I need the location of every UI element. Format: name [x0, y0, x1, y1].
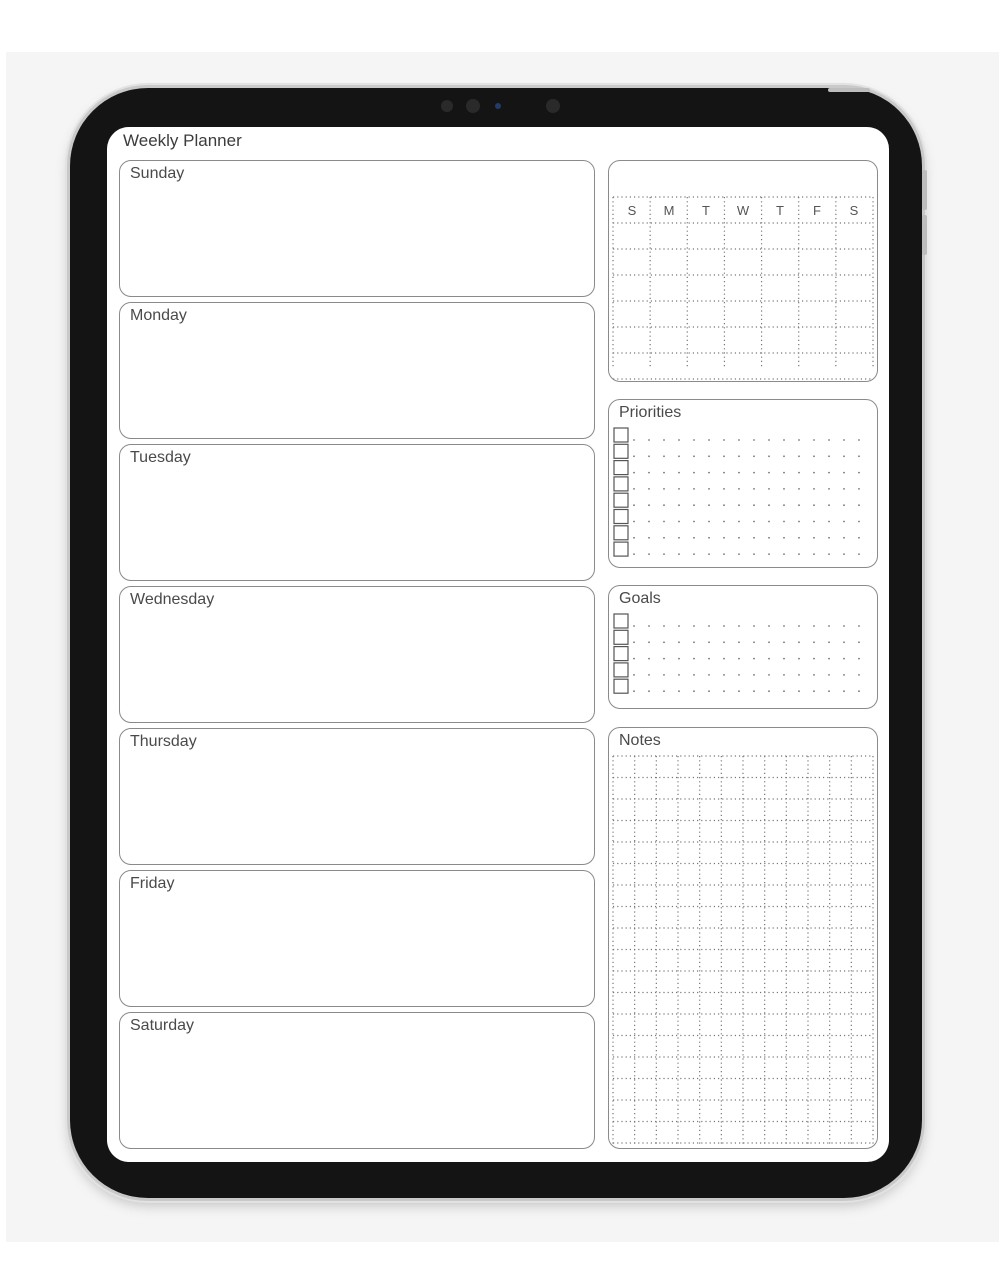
notes-label: Notes	[619, 732, 661, 749]
volume-down-button	[922, 215, 927, 255]
goals-panel[interactable]	[608, 585, 878, 709]
weekday-header: S	[627, 203, 637, 218]
page-title: Weekly Planner	[123, 131, 242, 150]
planner-screen	[107, 127, 889, 1162]
sensor-icon	[546, 99, 560, 113]
weekday-header: T	[776, 203, 784, 218]
checkbox[interactable]	[614, 510, 628, 524]
sensor-icon	[441, 100, 453, 112]
day-label: Sunday	[130, 165, 185, 182]
priorities-checklist	[609, 400, 877, 567]
power-button	[828, 88, 870, 92]
day-box-friday[interactable]	[119, 870, 595, 1007]
checkbox[interactable]	[614, 647, 628, 661]
mini-calendar[interactable]	[608, 160, 878, 382]
day-label: Friday	[130, 875, 175, 892]
day-box-wednesday[interactable]	[119, 586, 595, 723]
camera-icon	[495, 103, 501, 109]
checkbox[interactable]	[614, 663, 628, 677]
day-box-monday[interactable]	[119, 302, 595, 439]
day-box-saturday[interactable]	[119, 1012, 595, 1149]
day-label: Wednesday	[130, 591, 215, 608]
day-label: Thursday	[130, 733, 197, 750]
weekday-header: W	[736, 203, 750, 218]
weekday-header: M	[663, 203, 675, 218]
checkbox[interactable]	[614, 526, 628, 540]
weekday-header: S	[849, 203, 859, 218]
checkbox[interactable]	[614, 461, 628, 475]
day-box-sunday[interactable]	[119, 160, 595, 297]
checkbox[interactable]	[614, 428, 628, 442]
checkbox[interactable]	[614, 477, 628, 491]
volume-up-button	[922, 170, 927, 210]
weekday-header: T	[702, 203, 710, 218]
notes-dot-grid	[609, 728, 877, 1148]
goals-checklist	[609, 586, 877, 708]
goals-label: Goals	[619, 590, 661, 607]
day-box-tuesday[interactable]	[119, 444, 595, 581]
calendar-grid	[609, 161, 877, 381]
weekday-header: F	[813, 203, 821, 218]
day-box-thursday[interactable]	[119, 728, 595, 865]
day-label: Saturday	[130, 1017, 195, 1034]
notes-panel[interactable]	[608, 727, 878, 1149]
checkbox[interactable]	[614, 630, 628, 644]
checkbox[interactable]	[614, 614, 628, 628]
checkbox[interactable]	[614, 444, 628, 458]
checkbox[interactable]	[614, 542, 628, 556]
checkbox[interactable]	[614, 679, 628, 693]
day-label: Monday	[130, 307, 187, 324]
checkbox[interactable]	[614, 493, 628, 507]
day-label: Tuesday	[130, 449, 191, 466]
priorities-label: Priorities	[619, 404, 682, 421]
sensor-icon	[466, 99, 480, 113]
priorities-panel[interactable]	[608, 399, 878, 568]
